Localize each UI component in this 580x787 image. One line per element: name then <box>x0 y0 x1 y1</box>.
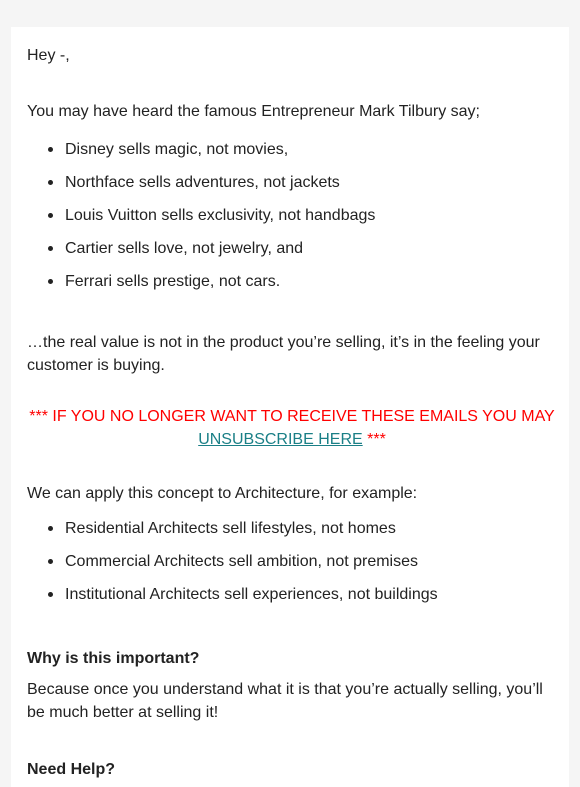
list-item: Louis Vuitton sells exclusivity, not handbags <box>27 204 375 237</box>
unsubscribe-suffix: *** <box>367 431 386 448</box>
greeting-text: Hey -, <box>27 47 70 64</box>
architecture-examples-list <box>27 517 438 616</box>
list-item: Ferrari sells prestige, not cars. <box>27 270 375 303</box>
bullet-icon <box>48 592 53 597</box>
intro-paragraph: You may have heard the famous Entrepreneur Mark Tilbury say; <box>27 103 480 120</box>
brand-examples-list <box>27 138 375 303</box>
bullet-icon <box>48 147 53 152</box>
bullet-icon <box>48 180 53 185</box>
apply-intro: We can apply this concept to Architecture, for example: <box>27 485 418 502</box>
bullet-icon <box>48 526 53 531</box>
unsubscribe-prefix: *** IF YOU NO LONGER WANT TO RECEIVE THESE EMAILS YOU MAY <box>29 408 555 425</box>
list-item: Cartier sells love, not jewelry, and <box>27 237 375 270</box>
unsubscribe-notice <box>27 405 557 451</box>
bullet-icon <box>48 246 53 251</box>
unsubscribe-link[interactable]: UNSUBSCRIBE HERE <box>198 431 363 448</box>
bullet-icon <box>48 279 53 284</box>
bullet-icon <box>48 213 53 218</box>
bullet-icon <box>48 559 53 564</box>
email-body-card <box>11 27 569 787</box>
list-item: Commercial Architects sell ambition, not premises <box>27 550 438 583</box>
why-paragraph: Because once you understand what it is that you’re actually selling, you’ll be much better at selling it! <box>27 681 543 721</box>
value-statement: …the real value is not in the product you’re selling, it’s in the feeling your customer is buying. <box>27 334 540 374</box>
list-item: Residential Architects sell lifestyles, not homes <box>27 517 438 550</box>
list-item: Disney sells magic, not movies, <box>27 138 375 171</box>
why-heading: Why is this important? <box>27 650 200 667</box>
list-item: Institutional Architects sell experiences, not buildings <box>27 583 438 616</box>
help-heading: Need Help? <box>27 761 116 778</box>
list-item: Northface sells adventures, not jackets <box>27 171 375 204</box>
